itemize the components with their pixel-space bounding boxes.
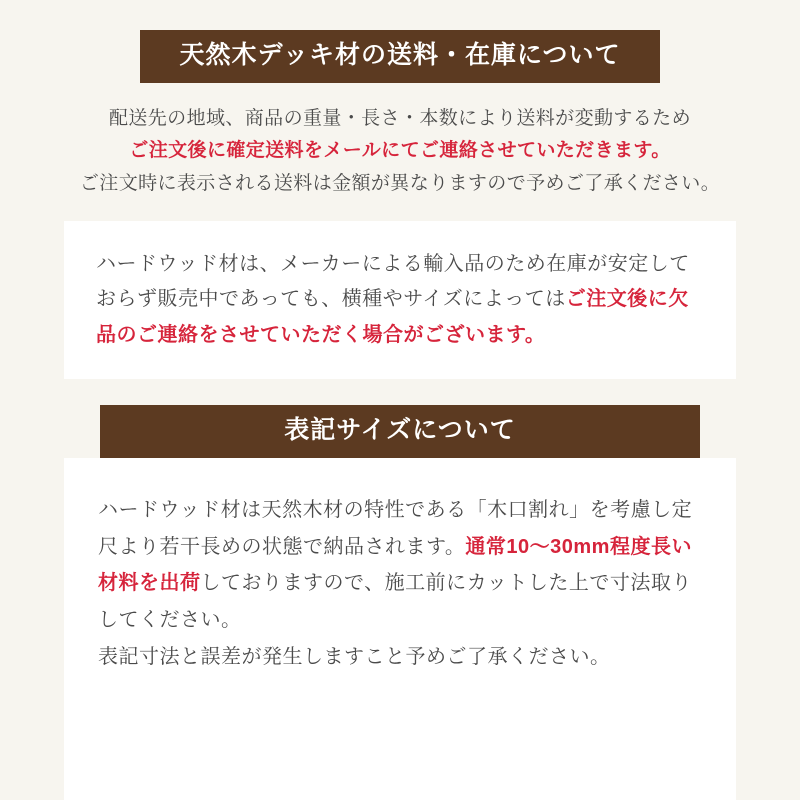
intro-line-1: 配送先の地域、商品の重量・長さ・本数により送料が変動するため — [108, 107, 691, 129]
size-p1-accent: 通常10〜30mm程度長い材料を出荷 — [98, 535, 692, 595]
size-notice-card — [64, 458, 736, 800]
section-heading-size: 表記サイズについて — [100, 405, 700, 458]
stock-notice-accent: ご注文後に欠品のご連絡をさせていただく場合がございます。 — [96, 288, 689, 346]
size-paragraph-2: 表記寸法と誤差が発生しますこと予めご了承ください。 — [98, 645, 611, 668]
size-p1-after: しておりますので、施工前にカットした上で寸法取りしてください。 — [98, 572, 692, 632]
shipping-intro-text — [30, 83, 770, 215]
section-heading-shipping: 天然木デッキ材の送料・在庫について — [140, 30, 660, 83]
size-p1-before: ハードウッド材は天然木材の特性である「木口割れ」を考慮し定尺より若干長めの状態で納品されます。 — [98, 498, 693, 558]
spacer — [30, 379, 770, 405]
stock-notice-card — [64, 221, 736, 380]
intro-line-3: ご注文時に表示される送料は金額が異なりますので予めご了承ください。 — [79, 172, 721, 194]
stock-notice-text: ハードウッド材は、メーカーによる輸入品のため在庫が安定しておらず販売中であっても、横種やサイズによっては — [96, 252, 690, 311]
size-paragraph-1 — [98, 492, 706, 639]
intro-line-2-accent: ご注文後に確定送料をメールにてご連絡させていただきます。 — [129, 140, 671, 162]
